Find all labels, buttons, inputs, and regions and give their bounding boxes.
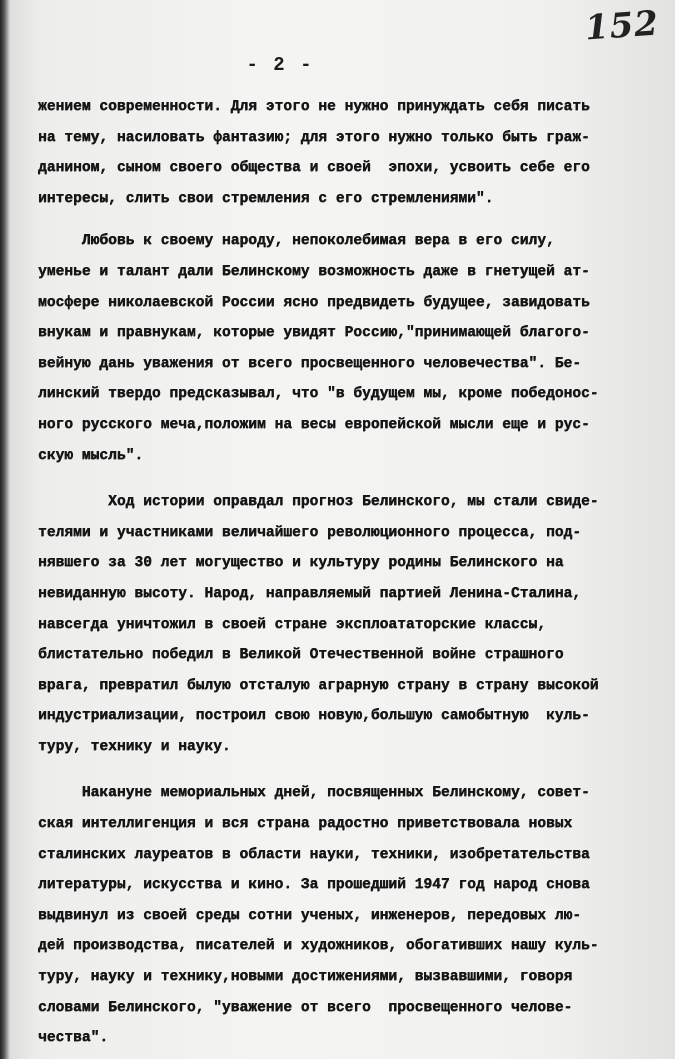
text-line: мосфере николаевской России ясно предвидеть будущее, завидовать	[38, 294, 590, 311]
paragraph-gap	[38, 214, 658, 226]
text-line: чества".	[38, 1030, 109, 1047]
text-line: вейную дань уважения от всего просвещенного человечества". Бе-	[38, 355, 581, 372]
paragraph	[38, 226, 658, 471]
paragraph-gap	[38, 762, 658, 778]
text-line: ного русского меча,положим на весы европейской мысли еще и рус-	[38, 416, 590, 433]
text-line: дей производства, писателей и художников, обогативших нашу куль-	[38, 938, 599, 955]
text-line: блистательно победил в Великой Отечественной войне страшного	[38, 647, 564, 664]
text-line: жением современности. Для этого не нужно принуждать себя писать	[38, 99, 590, 115]
text-line: интересы, слить свои стремления с его стремлениями".	[38, 190, 494, 207]
text-line: линский твердо предсказывал, что "в будущем мы, кроме победонос-	[38, 386, 599, 403]
scan-edge-shadow	[0, 0, 10, 1059]
paragraph	[38, 92, 658, 214]
handwritten-page-number: 152	[583, 3, 661, 49]
text-line: на тему, насиловать фантазию; для этого нужно только быть граж-	[38, 129, 590, 146]
text-line: телями и участниками величайшего революционного процесса, под-	[38, 524, 581, 541]
text-line: невиданную высоту. Народ, направляемый партией Ленина-Сталина,	[38, 585, 581, 602]
paragraph	[38, 778, 658, 1053]
text-line: индустриализации, построил свою новую,большую самобытную куль-	[38, 708, 590, 725]
text-line: скую мысль".	[38, 447, 144, 464]
text-line: сталинских лауреатов в области науки, техники, изобретательства	[38, 846, 590, 863]
text-line: туру, технику и науку.	[38, 738, 231, 755]
paragraph-gap	[38, 471, 658, 487]
text-line: выдвинул из своей среды сотни ученых, инженеров, передовых лю-	[38, 907, 581, 924]
text-line: врага, превратил былую отсталую аграрную страну в страну высокой	[38, 677, 599, 694]
text-line: уменье и талант дали Белинскому возможность даже в гнетущей ат-	[38, 263, 590, 280]
text-line: Накануне мемориальных дней, посвященных Белинскому, совет-	[38, 785, 590, 802]
text-line: Любовь к своему народу, непоколебимая вера в его силу,	[38, 233, 555, 250]
typed-page-number: - 2 -	[246, 54, 314, 76]
text-line: навсегда уничтожил в своей стране эксплоататорские классы,	[38, 616, 546, 633]
text-line: ская интеллигенция и вся страна радостно приветствовала новых	[38, 816, 573, 833]
paragraph	[38, 487, 658, 762]
text-line: внукам и правнукам, которые увидят Россию,"принимающей благого-	[38, 325, 590, 342]
text-line: туру, науку и технику,новыми достижениями, вызвавшими, говоря	[38, 969, 573, 986]
text-line: данином, сыном своего общества и своей эпохи, усвоить себе его	[38, 160, 590, 177]
document-body	[38, 92, 658, 1054]
text-line: нявшего за 30 лет могущество и культуру родины Белинского на	[38, 555, 564, 572]
text-line: словами Белинского, "уважение от всего просвещенного челове-	[38, 999, 573, 1016]
text-line: литературы, искусства и кино. За прошедший 1947 год народ снова	[38, 877, 590, 894]
text-line: Ход истории оправдал прогноз Белинского, мы стали свиде-	[38, 494, 599, 511]
